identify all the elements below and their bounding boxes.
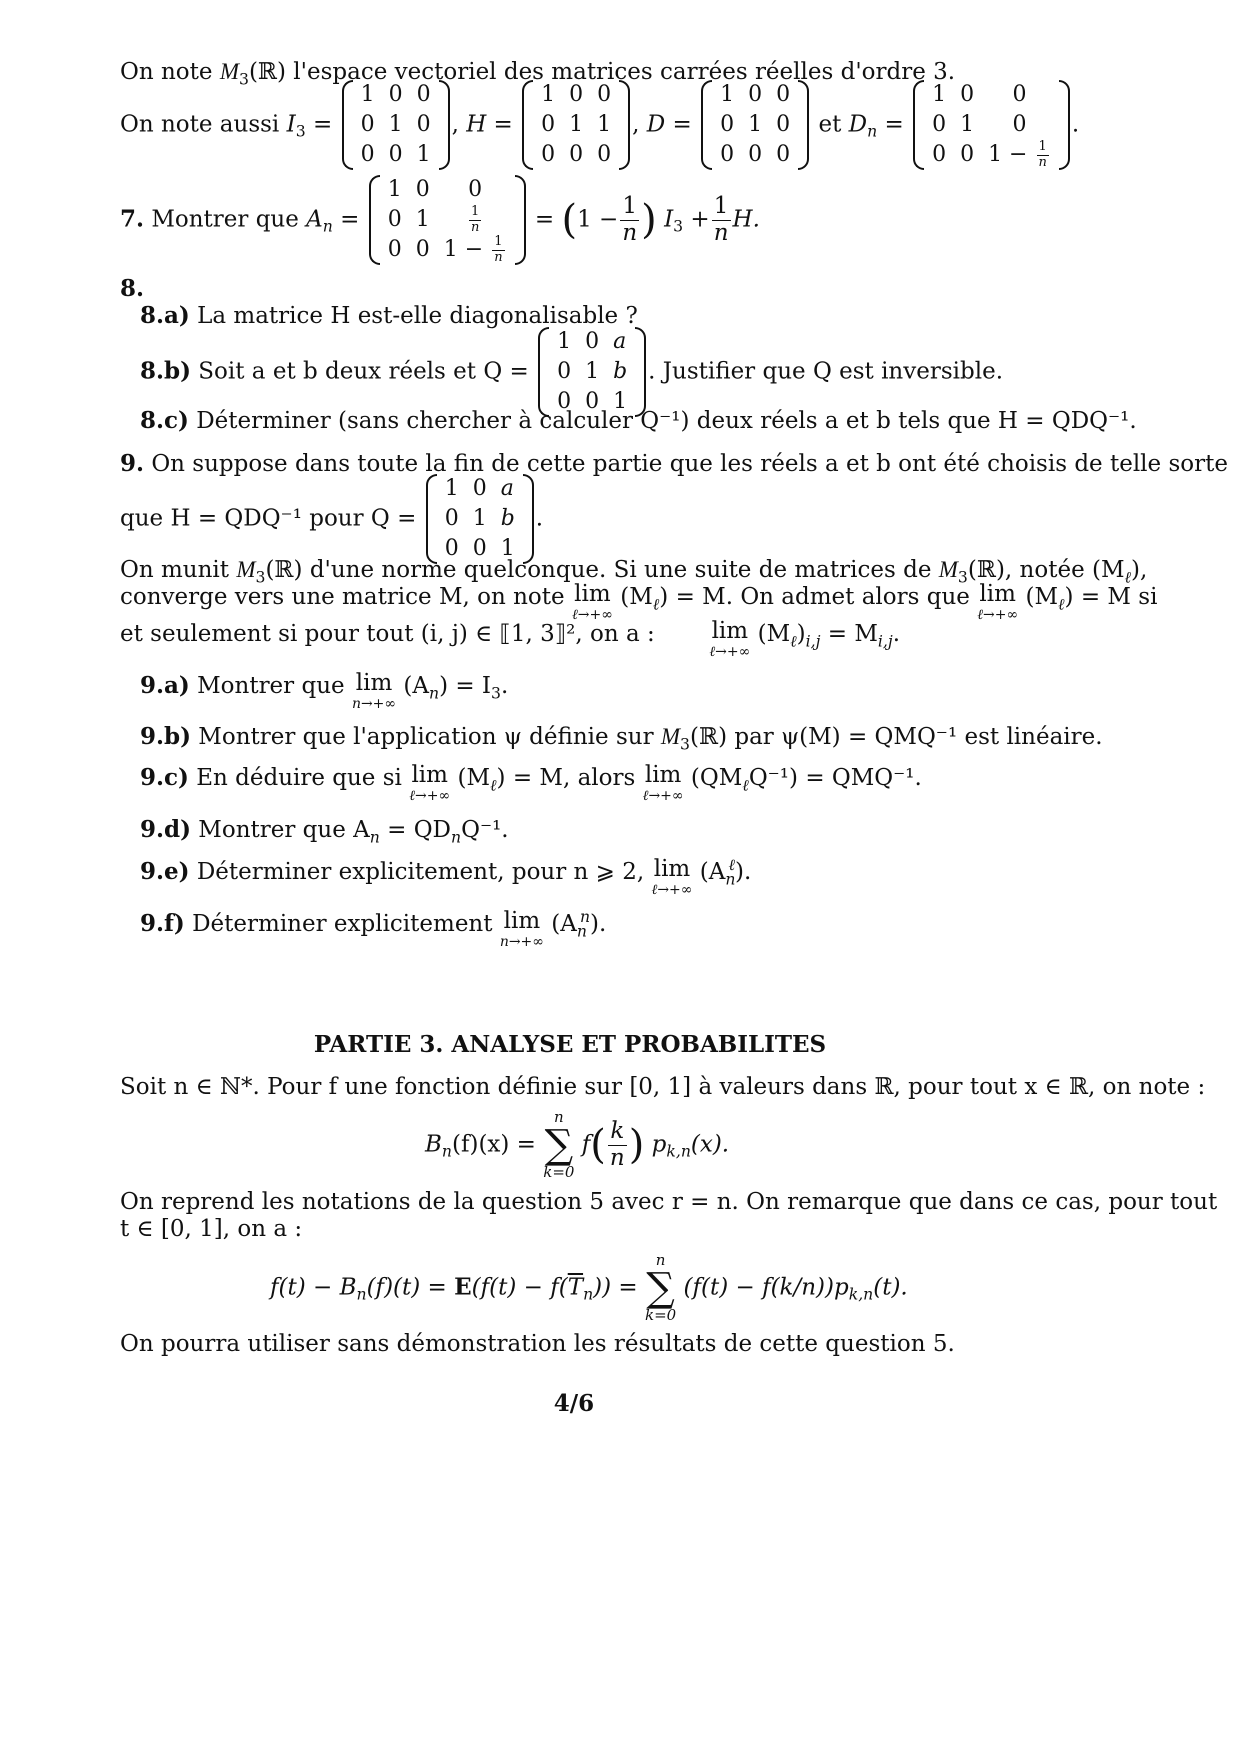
part3-text-2b: t ∈ [0, 1], on a :: [120, 1216, 303, 1242]
matrix-Q-8b: 1 0 a 0 1 b 0 0 1: [538, 327, 646, 417]
part3-intro: Soit n ∈ ℕ*. Pour f une fonction définie sur [0, 1] à valeurs dans ℝ, pour tout x ∈ ℝ, on note :: [120, 1074, 1206, 1100]
q9a-number: 9.a): [140, 672, 190, 699]
question-9d: 9.d) Montrer que $A_n = QD_nQ^{-1}$.: [140, 816, 509, 847]
question-9e: 9.e) Déterminer explicitement, pour n ⩾ 2, lim ℓ→+∞ $(A_n^\ell)$.: [140, 855, 752, 898]
matrix-D: 1 0 0 0 1 0 0 0 0: [701, 80, 809, 170]
I3-label: I: [286, 111, 296, 138]
question-9b: 9.b) Montrer que l'application ψ définie sur $M_3(ℝ)$ par ψ(M) = QMQ⁻¹ est linéaire.: [140, 723, 1103, 754]
q9f-number: 9.f): [140, 910, 185, 937]
H-label: H: [466, 111, 487, 138]
matrix-space-sub: 3: [238, 69, 249, 89]
q7-text: Montrer que: [144, 206, 307, 233]
q7-An: A: [306, 206, 323, 233]
q9e-number: 9.e): [140, 858, 190, 885]
intro-text-2: (ℝ) l'espace vectoriel des matrices carrées réelles d'ordre 3.: [248, 59, 956, 85]
sum-symbol-2: n ∑ k=0: [644, 1251, 677, 1324]
q9-norm-line-2: converge vers une matrice M, on note lim ℓ→+∞ $(M_\ell) = M$. On admet alors que lim ℓ→+∞ $(M_\ell) = M$ si: [120, 581, 1158, 623]
Dn-label: D: [848, 111, 868, 138]
q7-rhs-a: 1 −: [577, 206, 619, 233]
q8b-number: 8.b): [140, 357, 191, 385]
q8c-number: 8.c): [140, 407, 189, 434]
q9-norm-line-3: et seulement si pour tout (i, j) ∈ ⟦1, 3⟧², on a : lim ℓ→+∞ $(M_\ell)_{i,j} = M_{i,j}$.: [120, 618, 901, 660]
q9-norm-line-1: On munit $M_3(ℝ)$ d'une norme quelconque. Si une suite de matrices de $M_3(ℝ)$, notée $(M_\ell)$,: [120, 557, 1148, 587]
matrix-H: 1 0 0 0 1 1 0 0 0: [522, 80, 630, 170]
part3-text-2a: On reprend les notations de la question 5 avec r = n. On remarque que dans ce cas, pour tout: [120, 1189, 1218, 1215]
q9b-number: 9.b): [140, 723, 191, 750]
Dn-sub: n: [867, 121, 878, 141]
q8a-number: 8.a): [140, 302, 190, 329]
intro-matrices-line: On note aussi $I_3$ = 1 0 0 0 1 0 0 0 1 , H = 1 0 0 0 1 1 0 0 0 , D = 1 0 0 0 1 0 0 0 0 et $D_n$ = 1 0 0 0 1 0 0 0 1 − $\frac{1}{n}$ .: [120, 80, 1079, 170]
sum-symbol: n ∑ k=0: [543, 1108, 575, 1181]
matrix-An: 1 0 0 0 1 $\frac{1}{n}$ 0 0 1 − $\frac{1}{n}$: [369, 175, 526, 265]
q9d-number: 9.d): [140, 816, 191, 843]
question-9a: 9.a) Montrer que lim n→+∞ $(A_n) = I_3$.: [140, 670, 509, 712]
et-word: et: [818, 111, 842, 138]
question-9f: 9.f) Déterminer explicitement lim n→+∞ $(A_n^n)$.: [140, 907, 607, 950]
I3-sub: 3: [295, 121, 306, 141]
part3-text-3: On pourra utiliser sans démonstration les résultats de cette question 5.: [120, 1331, 955, 1357]
q8-number: 8.: [120, 275, 145, 302]
q9-intro-text-2: que H = QDQ⁻¹ pour Q =: [120, 505, 417, 532]
q9-number: 9.: [120, 450, 145, 477]
q8b-text-2: . Justifier que Q est inversible.: [648, 358, 1004, 385]
part3-title: PARTIE 3. ANALYSE ET PROBABILITES: [313, 1031, 827, 1058]
question-9-Q: que H = QDQ⁻¹ pour Q = 1 0 a 0 1 b 0 0 1 .: [120, 474, 543, 564]
q7-rhs-c: H.: [732, 206, 760, 233]
q8c-text: Déterminer (sans chercher à calculer Q⁻¹) deux réels a et b tels que H = QDQ⁻¹.: [196, 408, 1137, 434]
matrix-space-symbol: M: [219, 59, 239, 84]
question-8c: [140, 407, 1137, 436]
q9-intro-text: On suppose dans toute la fin de cette partie que les réels a et b ont été choisis de telle sorte: [151, 451, 1228, 477]
question-7: 7. Montrer que $A_n$ = 1 0 0 0 1 $\frac{1}{n}$ 0 0 1 − $\frac{1}{n}$ = (1 − $\frac{1}{n}$ ) $I_3$ + $\frac{1}{n}$ H.: [120, 175, 760, 265]
matrix-Q-9: 1 0 a 0 1 b 0 0 1: [426, 474, 534, 564]
equation-bernstein: $B_n(f)(x)$ = n ∑ k=0 f( $\frac{k}{n}$ ) $p_{k,n}(x)$.: [425, 1108, 730, 1181]
q7-number: 7.: [120, 205, 145, 233]
intro-text-3: On note aussi: [120, 111, 287, 138]
question-8b: [140, 327, 1003, 417]
q8a-text: La matrice H est-elle diagonalisable ?: [197, 303, 638, 329]
page-number: 4/6: [553, 1390, 595, 1417]
matrix-I3: 1 0 0 0 1 0 0 0 1: [342, 80, 450, 170]
D-label: D: [646, 111, 666, 138]
q9c-number: 9.c): [140, 764, 189, 791]
equation-expectation: $f(t) - B_n(f)(t) = E(f(t) - f(\overline{T}_n))$ = n ∑ k=0 $(f(t) - f(k/n))p_{k,n}(t)$.: [270, 1251, 908, 1324]
question-9c: 9.c) En déduire que si lim ℓ→+∞ $(M_\ell) = M$, alors lim ℓ→+∞ $(QM_\ell Q^{-1}) = QMQ^{-1}$.: [140, 762, 922, 804]
q8b-text: Soit a et b deux réels et Q =: [198, 358, 529, 385]
matrix-Dn: 1 0 0 0 1 0 0 0 1 − $\frac{1}{n}$: [913, 80, 1070, 170]
intro-text: On note: [120, 59, 220, 85]
